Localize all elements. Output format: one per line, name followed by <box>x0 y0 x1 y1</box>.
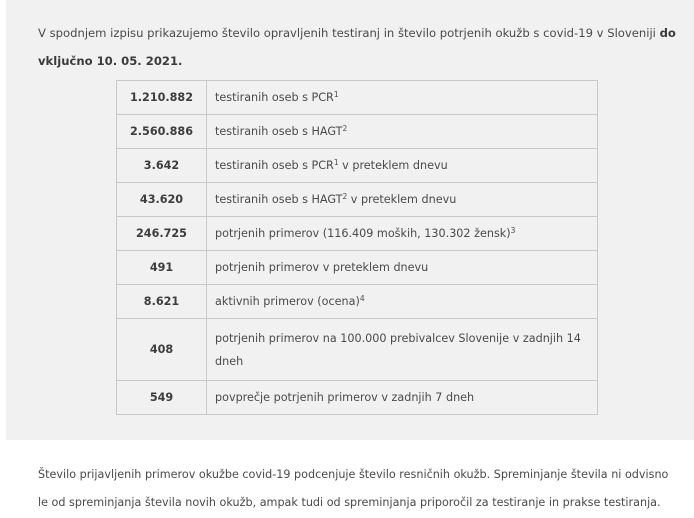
row-value: 1.210.882 <box>117 81 207 115</box>
row-value: 2.560.886 <box>117 115 207 149</box>
table-row <box>117 81 598 115</box>
footnote-marker: 2 <box>342 192 348 201</box>
row-label: testiranih oseb s HAGT$^2$ <box>207 115 598 149</box>
intro-date: do vključno 10. 05. 2021. <box>38 26 676 68</box>
row-value: 246.725 <box>117 217 207 251</box>
footnote-marker: 1 <box>333 158 339 167</box>
table-row <box>117 183 598 217</box>
table-row <box>117 217 598 251</box>
row-label: povprečje potrjenih primerov v zadnjih 7 dneh <box>207 381 598 415</box>
row-value: 549 <box>117 381 207 415</box>
row-value: 8.621 <box>117 285 207 319</box>
disclaimer-paragraph: Število prijavljenih primerov okužbe covid-19 podcenjuje število resničnih okužb. Spreminjanje števila ni odvisno le od spreminjanja števila novih okužb, ampak tudi od spreminjanja priporočil za testiranje in prakse testiranja. <box>38 468 669 509</box>
footnote-marker: 1 <box>333 90 339 99</box>
row-value: 3.642 <box>117 149 207 183</box>
row-label: aktivnih primerov (ocena)$^4$ <box>207 285 598 319</box>
table-row <box>117 319 598 381</box>
table-row <box>117 285 598 319</box>
row-label: testiranih oseb s PCR$^1$ v preteklem dnevu <box>207 149 598 183</box>
row-value: 408 <box>117 319 207 381</box>
table-row <box>117 149 598 183</box>
table-row <box>117 381 598 415</box>
table-row <box>117 251 598 285</box>
footnote-marker: 3 <box>510 226 516 235</box>
row-label: testiranih oseb s HAGT$^2$ v preteklem dnevu <box>207 183 598 217</box>
footnote-marker: 4 <box>359 294 365 303</box>
table-row <box>117 115 598 149</box>
row-value: 491 <box>117 251 207 285</box>
statistics-table <box>116 80 598 415</box>
intro-paragraph <box>38 19 688 75</box>
row-label: potrjenih primerov v preteklem dnevu <box>207 251 598 285</box>
row-label: testiranih oseb s PCR$^1$ <box>207 81 598 115</box>
row-label: potrjenih primerov na 100.000 prebivalcev Slovenije v zadnjih 14 dneh <box>207 319 598 381</box>
row-value: 43.620 <box>117 183 207 217</box>
row-label: potrjenih primerov (116.409 moških, 130.302 žensk)$^3$ <box>207 217 598 251</box>
intro-text: V spodnjem izpisu prikazujemo število opravljenih testiranj in število potrjenih okužb s covid-19 v Sloveniji <box>38 26 660 40</box>
footnote-marker: 2 <box>342 124 348 133</box>
